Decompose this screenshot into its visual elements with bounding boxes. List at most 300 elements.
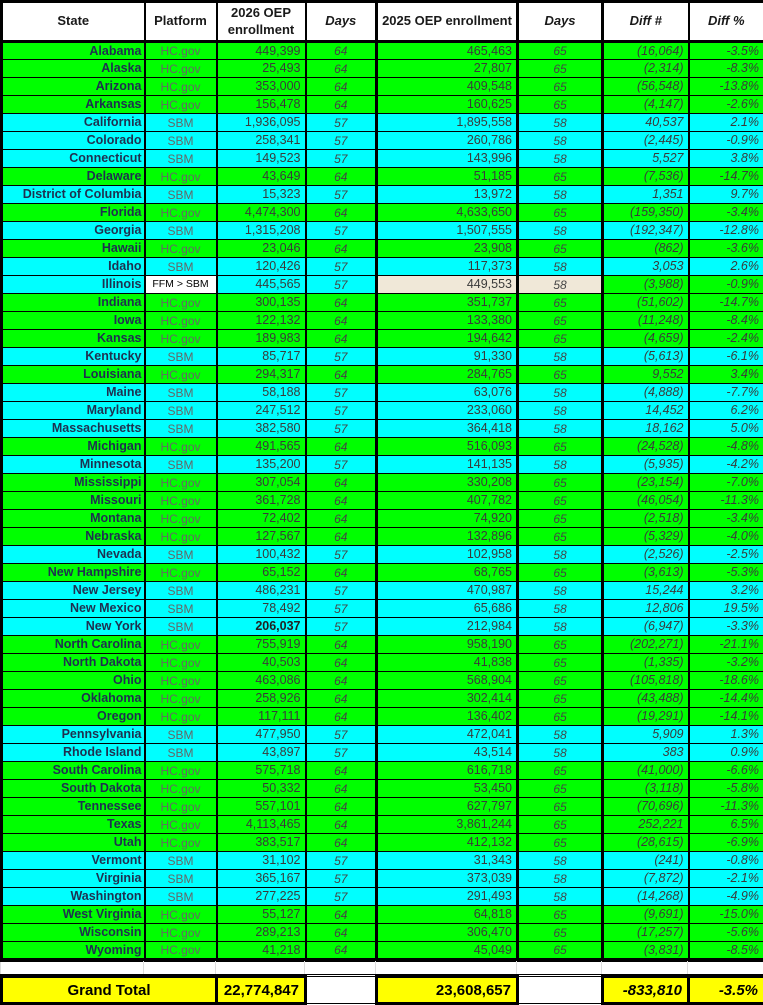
cell-state[interactable]: North Carolina (2, 636, 145, 654)
cell-pct[interactable]: -8.5% (689, 942, 763, 960)
cell-d2026[interactable]: 64 (306, 654, 377, 672)
cell-diff[interactable]: (7,536) (603, 168, 689, 186)
cell-d2025[interactable]: 65 (518, 942, 603, 960)
cell-d2026[interactable]: 57 (306, 384, 377, 402)
grand-total-diff-percent[interactable]: -3.5% (689, 977, 763, 1004)
cell-e2026[interactable]: 50,332 (217, 780, 306, 798)
cell-diff[interactable]: (862) (603, 240, 689, 258)
cell-pct[interactable]: -3.2% (689, 654, 763, 672)
cell-platform[interactable]: HC.gov (145, 60, 217, 78)
cell-e2025[interactable]: 91,330 (377, 348, 518, 366)
cell-d2025[interactable]: 65 (518, 366, 603, 384)
cell-diff[interactable]: (3,831) (603, 942, 689, 960)
cell-platform[interactable]: HC.gov (145, 312, 217, 330)
cell-diff[interactable]: (105,818) (603, 672, 689, 690)
cell-platform[interactable]: HC.gov (145, 654, 217, 672)
cell-state[interactable]: Indiana (2, 294, 145, 312)
cell-d2026[interactable]: 57 (306, 456, 377, 474)
cell-d2025[interactable]: 58 (518, 870, 603, 888)
cell-e2025[interactable]: 4,633,650 (377, 204, 518, 222)
cell-e2025[interactable]: 74,920 (377, 510, 518, 528)
cell-e2025[interactable]: 373,039 (377, 870, 518, 888)
cell-e2026[interactable]: 258,341 (217, 132, 306, 150)
cell-d2025[interactable]: 58 (518, 258, 603, 276)
cell-e2026[interactable]: 294,317 (217, 366, 306, 384)
cell-platform[interactable]: HC.gov (145, 294, 217, 312)
cell-platform[interactable]: SBM (145, 258, 217, 276)
cell-platform[interactable]: HC.gov (145, 42, 217, 60)
header-platform[interactable]: Platform (145, 2, 217, 42)
cell-d2025[interactable]: 65 (518, 834, 603, 852)
cell-d2026[interactable]: 57 (306, 582, 377, 600)
cell-d2026[interactable]: 57 (306, 276, 377, 294)
cell-state[interactable]: Hawaii (2, 240, 145, 258)
cell-d2025[interactable]: 58 (518, 384, 603, 402)
cell-state[interactable]: Utah (2, 834, 145, 852)
cell-diff[interactable]: 383 (603, 744, 689, 762)
cell-state[interactable]: Maryland (2, 402, 145, 420)
cell-platform[interactable]: HC.gov (145, 78, 217, 96)
cell-d2025[interactable]: 65 (518, 60, 603, 78)
cell-diff[interactable]: (24,528) (603, 438, 689, 456)
cell-e2026[interactable]: 43,897 (217, 744, 306, 762)
cell-state[interactable]: Delaware (2, 168, 145, 186)
cell-e2026[interactable]: 300,135 (217, 294, 306, 312)
cell-pct[interactable]: -2.1% (689, 870, 763, 888)
cell-pct[interactable]: -13.8% (689, 78, 763, 96)
cell-e2025[interactable]: 43,514 (377, 744, 518, 762)
cell-diff[interactable]: 252,221 (603, 816, 689, 834)
cell-e2025[interactable]: 568,904 (377, 672, 518, 690)
cell-platform[interactable]: HC.gov (145, 438, 217, 456)
cell-e2025[interactable]: 470,987 (377, 582, 518, 600)
cell-platform[interactable]: SBM (145, 222, 217, 240)
cell-diff[interactable]: (4,659) (603, 330, 689, 348)
blank-cell[interactable] (602, 962, 688, 975)
cell-e2025[interactable]: 291,493 (377, 888, 518, 906)
cell-pct[interactable]: 3.8% (689, 150, 763, 168)
cell-pct[interactable]: -11.3% (689, 492, 763, 510)
cell-d2026[interactable]: 64 (306, 312, 377, 330)
grand-total-label[interactable]: Grand Total (2, 977, 217, 1004)
cell-pct[interactable]: -0.9% (689, 132, 763, 150)
cell-e2025[interactable]: 306,470 (377, 924, 518, 942)
cell-d2026[interactable]: 57 (306, 402, 377, 420)
cell-state[interactable]: Wyoming (2, 942, 145, 960)
cell-diff[interactable]: 3,053 (603, 258, 689, 276)
cell-e2025[interactable]: 102,958 (377, 546, 518, 564)
cell-platform[interactable]: HC.gov (145, 636, 217, 654)
cell-state[interactable]: Ohio (2, 672, 145, 690)
cell-state[interactable]: Idaho (2, 258, 145, 276)
cell-state[interactable]: Alabama (2, 42, 145, 60)
cell-diff[interactable]: (6,947) (603, 618, 689, 636)
cell-d2025[interactable]: 65 (518, 294, 603, 312)
cell-state[interactable]: Colorado (2, 132, 145, 150)
cell-d2026[interactable]: 64 (306, 168, 377, 186)
cell-pct[interactable]: -14.4% (689, 690, 763, 708)
cell-d2025[interactable]: 65 (518, 906, 603, 924)
cell-e2026[interactable]: 120,426 (217, 258, 306, 276)
cell-d2025[interactable]: 65 (518, 330, 603, 348)
cell-pct[interactable]: -3.4% (689, 204, 763, 222)
cell-state[interactable]: Maine (2, 384, 145, 402)
cell-d2026[interactable]: 57 (306, 150, 377, 168)
cell-state[interactable]: Texas (2, 816, 145, 834)
cell-state[interactable]: Alaska (2, 60, 145, 78)
cell-d2026[interactable]: 57 (306, 726, 377, 744)
cell-e2025[interactable]: 51,185 (377, 168, 518, 186)
cell-e2026[interactable]: 365,167 (217, 870, 306, 888)
blank-cell[interactable] (688, 962, 763, 975)
cell-pct[interactable]: -3.4% (689, 510, 763, 528)
cell-platform[interactable]: SBM (145, 618, 217, 636)
cell-platform[interactable]: HC.gov (145, 924, 217, 942)
cell-state[interactable]: New Mexico (2, 600, 145, 618)
cell-e2025[interactable]: 23,908 (377, 240, 518, 258)
cell-platform[interactable]: HC.gov (145, 168, 217, 186)
cell-d2025[interactable]: 58 (518, 132, 603, 150)
cell-pct[interactable]: -7.7% (689, 384, 763, 402)
cell-e2025[interactable]: 407,782 (377, 492, 518, 510)
cell-e2026[interactable]: 1,936,095 (217, 114, 306, 132)
cell-platform[interactable]: HC.gov (145, 474, 217, 492)
cell-d2026[interactable]: 64 (306, 636, 377, 654)
cell-platform[interactable]: HC.gov (145, 798, 217, 816)
cell-diff[interactable]: (3,613) (603, 564, 689, 582)
cell-state[interactable]: Oklahoma (2, 690, 145, 708)
cell-e2026[interactable]: 575,718 (217, 762, 306, 780)
cell-pct[interactable]: -3.3% (689, 618, 763, 636)
cell-d2026[interactable]: 64 (306, 438, 377, 456)
cell-state[interactable]: Wisconsin (2, 924, 145, 942)
cell-d2025[interactable]: 58 (518, 222, 603, 240)
cell-diff[interactable]: (41,000) (603, 762, 689, 780)
cell-e2026[interactable]: 477,950 (217, 726, 306, 744)
cell-e2026[interactable]: 43,649 (217, 168, 306, 186)
cell-platform[interactable]: SBM (145, 744, 217, 762)
cell-state[interactable]: Massachusetts (2, 420, 145, 438)
cell-e2025[interactable]: 364,418 (377, 420, 518, 438)
cell-state[interactable]: North Dakota (2, 654, 145, 672)
cell-platform[interactable]: SBM (145, 888, 217, 906)
cell-diff[interactable]: 14,452 (603, 402, 689, 420)
cell-d2025[interactable]: 65 (518, 528, 603, 546)
cell-pct[interactable]: -6.9% (689, 834, 763, 852)
cell-d2026[interactable]: 64 (306, 42, 377, 60)
cell-d2026[interactable]: 57 (306, 348, 377, 366)
cell-platform[interactable]: HC.gov (145, 492, 217, 510)
cell-state[interactable]: New Jersey (2, 582, 145, 600)
cell-state[interactable]: Illinois (2, 276, 145, 294)
cell-diff[interactable]: (159,350) (603, 204, 689, 222)
cell-platform[interactable]: SBM (145, 582, 217, 600)
cell-pct[interactable]: -4.2% (689, 456, 763, 474)
cell-d2026[interactable]: 64 (306, 492, 377, 510)
cell-platform[interactable]: SBM (145, 546, 217, 564)
cell-platform[interactable]: FFM > SBM (145, 276, 217, 294)
cell-platform[interactable]: SBM (145, 150, 217, 168)
cell-e2025[interactable]: 65,686 (377, 600, 518, 618)
cell-d2026[interactable]: 64 (306, 78, 377, 96)
cell-e2026[interactable]: 85,717 (217, 348, 306, 366)
cell-e2026[interactable]: 445,565 (217, 276, 306, 294)
cell-d2026[interactable]: 57 (306, 744, 377, 762)
cell-diff[interactable]: (4,147) (603, 96, 689, 114)
cell-d2026[interactable]: 64 (306, 834, 377, 852)
blank-cell[interactable] (216, 962, 305, 975)
cell-diff[interactable]: (1,335) (603, 654, 689, 672)
cell-e2026[interactable]: 206,037 (217, 618, 306, 636)
cell-d2026[interactable]: 64 (306, 96, 377, 114)
cell-d2026[interactable]: 64 (306, 780, 377, 798)
cell-diff[interactable]: (17,257) (603, 924, 689, 942)
cell-diff[interactable]: (4,888) (603, 384, 689, 402)
cell-state[interactable]: Iowa (2, 312, 145, 330)
cell-diff[interactable]: (3,988) (603, 276, 689, 294)
cell-d2026[interactable]: 57 (306, 258, 377, 276)
cell-diff[interactable]: 18,162 (603, 420, 689, 438)
cell-diff[interactable]: (70,696) (603, 798, 689, 816)
cell-d2026[interactable]: 57 (306, 222, 377, 240)
cell-pct[interactable]: -4.8% (689, 438, 763, 456)
cell-pct[interactable]: 6.2% (689, 402, 763, 420)
cell-d2026[interactable]: 64 (306, 510, 377, 528)
cell-pct[interactable]: -12.8% (689, 222, 763, 240)
cell-pct[interactable]: 3.2% (689, 582, 763, 600)
cell-platform[interactable]: HC.gov (145, 96, 217, 114)
cell-platform[interactable]: HC.gov (145, 708, 217, 726)
cell-d2025[interactable]: 65 (518, 780, 603, 798)
cell-e2025[interactable]: 141,135 (377, 456, 518, 474)
cell-e2025[interactable]: 465,463 (377, 42, 518, 60)
cell-platform[interactable]: SBM (145, 348, 217, 366)
blank-cell[interactable] (306, 977, 377, 1004)
cell-d2026[interactable]: 64 (306, 60, 377, 78)
cell-e2026[interactable]: 4,113,465 (217, 816, 306, 834)
cell-e2025[interactable]: 64,818 (377, 906, 518, 924)
cell-d2025[interactable]: 65 (518, 78, 603, 96)
cell-platform[interactable]: SBM (145, 600, 217, 618)
cell-platform[interactable]: HC.gov (145, 528, 217, 546)
cell-e2026[interactable]: 100,432 (217, 546, 306, 564)
cell-d2025[interactable]: 65 (518, 510, 603, 528)
cell-diff[interactable]: (14,268) (603, 888, 689, 906)
cell-d2025[interactable]: 58 (518, 600, 603, 618)
cell-e2025[interactable]: 302,414 (377, 690, 518, 708)
cell-pct[interactable]: -8.3% (689, 60, 763, 78)
cell-state[interactable]: District of Columbia (2, 186, 145, 204)
cell-diff[interactable]: (2,314) (603, 60, 689, 78)
cell-e2025[interactable]: 63,076 (377, 384, 518, 402)
cell-e2026[interactable]: 189,983 (217, 330, 306, 348)
cell-d2026[interactable]: 57 (306, 870, 377, 888)
cell-e2026[interactable]: 491,565 (217, 438, 306, 456)
cell-e2025[interactable]: 117,373 (377, 258, 518, 276)
cell-d2025[interactable]: 65 (518, 564, 603, 582)
cell-d2025[interactable]: 65 (518, 636, 603, 654)
header-days-2026[interactable]: Days (306, 2, 377, 42)
cell-e2025[interactable]: 160,625 (377, 96, 518, 114)
cell-state[interactable]: Vermont (2, 852, 145, 870)
cell-e2025[interactable]: 616,718 (377, 762, 518, 780)
cell-pct[interactable]: -5.8% (689, 780, 763, 798)
cell-d2025[interactable]: 58 (518, 726, 603, 744)
cell-e2026[interactable]: 277,225 (217, 888, 306, 906)
cell-e2025[interactable]: 45,049 (377, 942, 518, 960)
cell-d2026[interactable]: 64 (306, 924, 377, 942)
cell-e2026[interactable]: 65,152 (217, 564, 306, 582)
cell-diff[interactable]: 9,552 (603, 366, 689, 384)
cell-platform[interactable]: SBM (145, 870, 217, 888)
cell-state[interactable]: Georgia (2, 222, 145, 240)
cell-platform[interactable]: SBM (145, 384, 217, 402)
cell-state[interactable]: South Dakota (2, 780, 145, 798)
cell-e2026[interactable]: 755,919 (217, 636, 306, 654)
cell-state[interactable]: Mississippi (2, 474, 145, 492)
cell-diff[interactable]: 12,806 (603, 600, 689, 618)
cell-platform[interactable]: HC.gov (145, 816, 217, 834)
cell-pct[interactable]: 6.5% (689, 816, 763, 834)
cell-platform[interactable]: HC.gov (145, 780, 217, 798)
cell-diff[interactable]: (241) (603, 852, 689, 870)
cell-d2026[interactable]: 57 (306, 546, 377, 564)
cell-e2026[interactable]: 78,492 (217, 600, 306, 618)
header-state[interactable]: State (2, 2, 145, 42)
cell-pct[interactable]: -15.0% (689, 906, 763, 924)
cell-d2025[interactable]: 58 (518, 582, 603, 600)
cell-e2025[interactable]: 472,041 (377, 726, 518, 744)
cell-e2025[interactable]: 143,996 (377, 150, 518, 168)
cell-e2026[interactable]: 1,315,208 (217, 222, 306, 240)
cell-e2026[interactable]: 247,512 (217, 402, 306, 420)
cell-state[interactable]: New York (2, 618, 145, 636)
cell-d2026[interactable]: 57 (306, 852, 377, 870)
cell-diff[interactable]: (7,872) (603, 870, 689, 888)
cell-d2026[interactable]: 57 (306, 618, 377, 636)
cell-d2026[interactable]: 64 (306, 528, 377, 546)
cell-e2026[interactable]: 557,101 (217, 798, 306, 816)
cell-e2025[interactable]: 3,861,244 (377, 816, 518, 834)
cell-e2026[interactable]: 41,218 (217, 942, 306, 960)
cell-d2026[interactable]: 57 (306, 132, 377, 150)
cell-pct[interactable]: -2.6% (689, 96, 763, 114)
cell-platform[interactable]: HC.gov (145, 366, 217, 384)
cell-e2025[interactable]: 284,765 (377, 366, 518, 384)
cell-diff[interactable]: (9,691) (603, 906, 689, 924)
cell-d2025[interactable]: 65 (518, 762, 603, 780)
cell-state[interactable]: Kentucky (2, 348, 145, 366)
cell-state[interactable]: Pennsylvania (2, 726, 145, 744)
cell-e2026[interactable]: 258,926 (217, 690, 306, 708)
cell-platform[interactable]: HC.gov (145, 672, 217, 690)
cell-d2025[interactable]: 65 (518, 42, 603, 60)
cell-d2025[interactable]: 65 (518, 96, 603, 114)
cell-diff[interactable]: (11,248) (603, 312, 689, 330)
cell-platform[interactable]: HC.gov (145, 762, 217, 780)
cell-diff[interactable]: (43,488) (603, 690, 689, 708)
cell-e2025[interactable]: 449,553 (377, 276, 518, 294)
cell-d2025[interactable]: 58 (518, 744, 603, 762)
cell-diff[interactable]: (5,935) (603, 456, 689, 474)
cell-d2026[interactable]: 64 (306, 906, 377, 924)
cell-state[interactable]: South Carolina (2, 762, 145, 780)
cell-pct[interactable]: 1.3% (689, 726, 763, 744)
cell-d2026[interactable]: 64 (306, 690, 377, 708)
cell-pct[interactable]: -14.7% (689, 168, 763, 186)
cell-e2026[interactable]: 55,127 (217, 906, 306, 924)
cell-state[interactable]: Oregon (2, 708, 145, 726)
cell-pct[interactable]: -4.9% (689, 888, 763, 906)
cell-d2025[interactable]: 58 (518, 852, 603, 870)
cell-e2026[interactable]: 135,200 (217, 456, 306, 474)
cell-e2026[interactable]: 382,580 (217, 420, 306, 438)
cell-state[interactable]: West Virginia (2, 906, 145, 924)
cell-state[interactable]: Virginia (2, 870, 145, 888)
cell-d2025[interactable]: 58 (518, 546, 603, 564)
cell-e2026[interactable]: 4,474,300 (217, 204, 306, 222)
cell-pct[interactable]: -6.6% (689, 762, 763, 780)
cell-d2025[interactable]: 65 (518, 240, 603, 258)
cell-pct[interactable]: -0.9% (689, 276, 763, 294)
cell-d2025[interactable]: 65 (518, 708, 603, 726)
cell-e2025[interactable]: 136,402 (377, 708, 518, 726)
cell-pct[interactable]: 0.9% (689, 744, 763, 762)
cell-diff[interactable]: (19,291) (603, 708, 689, 726)
cell-e2026[interactable]: 40,503 (217, 654, 306, 672)
cell-d2026[interactable]: 57 (306, 186, 377, 204)
cell-e2025[interactable]: 132,896 (377, 528, 518, 546)
cell-d2026[interactable]: 64 (306, 564, 377, 582)
cell-state[interactable]: Rhode Island (2, 744, 145, 762)
cell-e2026[interactable]: 127,567 (217, 528, 306, 546)
cell-e2025[interactable]: 260,786 (377, 132, 518, 150)
cell-platform[interactable]: SBM (145, 420, 217, 438)
cell-d2026[interactable]: 64 (306, 474, 377, 492)
blank-cell[interactable] (517, 962, 602, 975)
cell-diff[interactable]: (28,615) (603, 834, 689, 852)
cell-pct[interactable]: 5.0% (689, 420, 763, 438)
cell-d2025[interactable]: 58 (518, 150, 603, 168)
cell-platform[interactable]: HC.gov (145, 330, 217, 348)
cell-d2025[interactable]: 58 (518, 618, 603, 636)
cell-pct[interactable]: -2.5% (689, 546, 763, 564)
cell-d2026[interactable]: 64 (306, 294, 377, 312)
cell-pct[interactable]: -2.4% (689, 330, 763, 348)
cell-pct[interactable]: -3.5% (689, 42, 763, 60)
cell-e2026[interactable]: 23,046 (217, 240, 306, 258)
cell-platform[interactable]: HC.gov (145, 510, 217, 528)
cell-d2025[interactable]: 58 (518, 456, 603, 474)
cell-e2026[interactable]: 58,188 (217, 384, 306, 402)
cell-e2026[interactable]: 449,399 (217, 42, 306, 60)
cell-d2026[interactable]: 57 (306, 114, 377, 132)
cell-platform[interactable]: SBM (145, 186, 217, 204)
header-2025-enrollment[interactable]: 2025 OEP enrollment (377, 2, 518, 42)
cell-e2025[interactable]: 53,450 (377, 780, 518, 798)
cell-d2025[interactable]: 65 (518, 474, 603, 492)
cell-diff[interactable]: (51,602) (603, 294, 689, 312)
cell-state[interactable]: Louisiana (2, 366, 145, 384)
header-diff-percent[interactable]: Diff % (689, 2, 763, 42)
cell-platform[interactable]: HC.gov (145, 240, 217, 258)
cell-e2026[interactable]: 25,493 (217, 60, 306, 78)
cell-e2025[interactable]: 68,765 (377, 564, 518, 582)
blank-cell[interactable] (1, 962, 144, 975)
cell-diff[interactable]: 15,244 (603, 582, 689, 600)
cell-e2026[interactable]: 289,213 (217, 924, 306, 942)
cell-diff[interactable]: (2,518) (603, 510, 689, 528)
